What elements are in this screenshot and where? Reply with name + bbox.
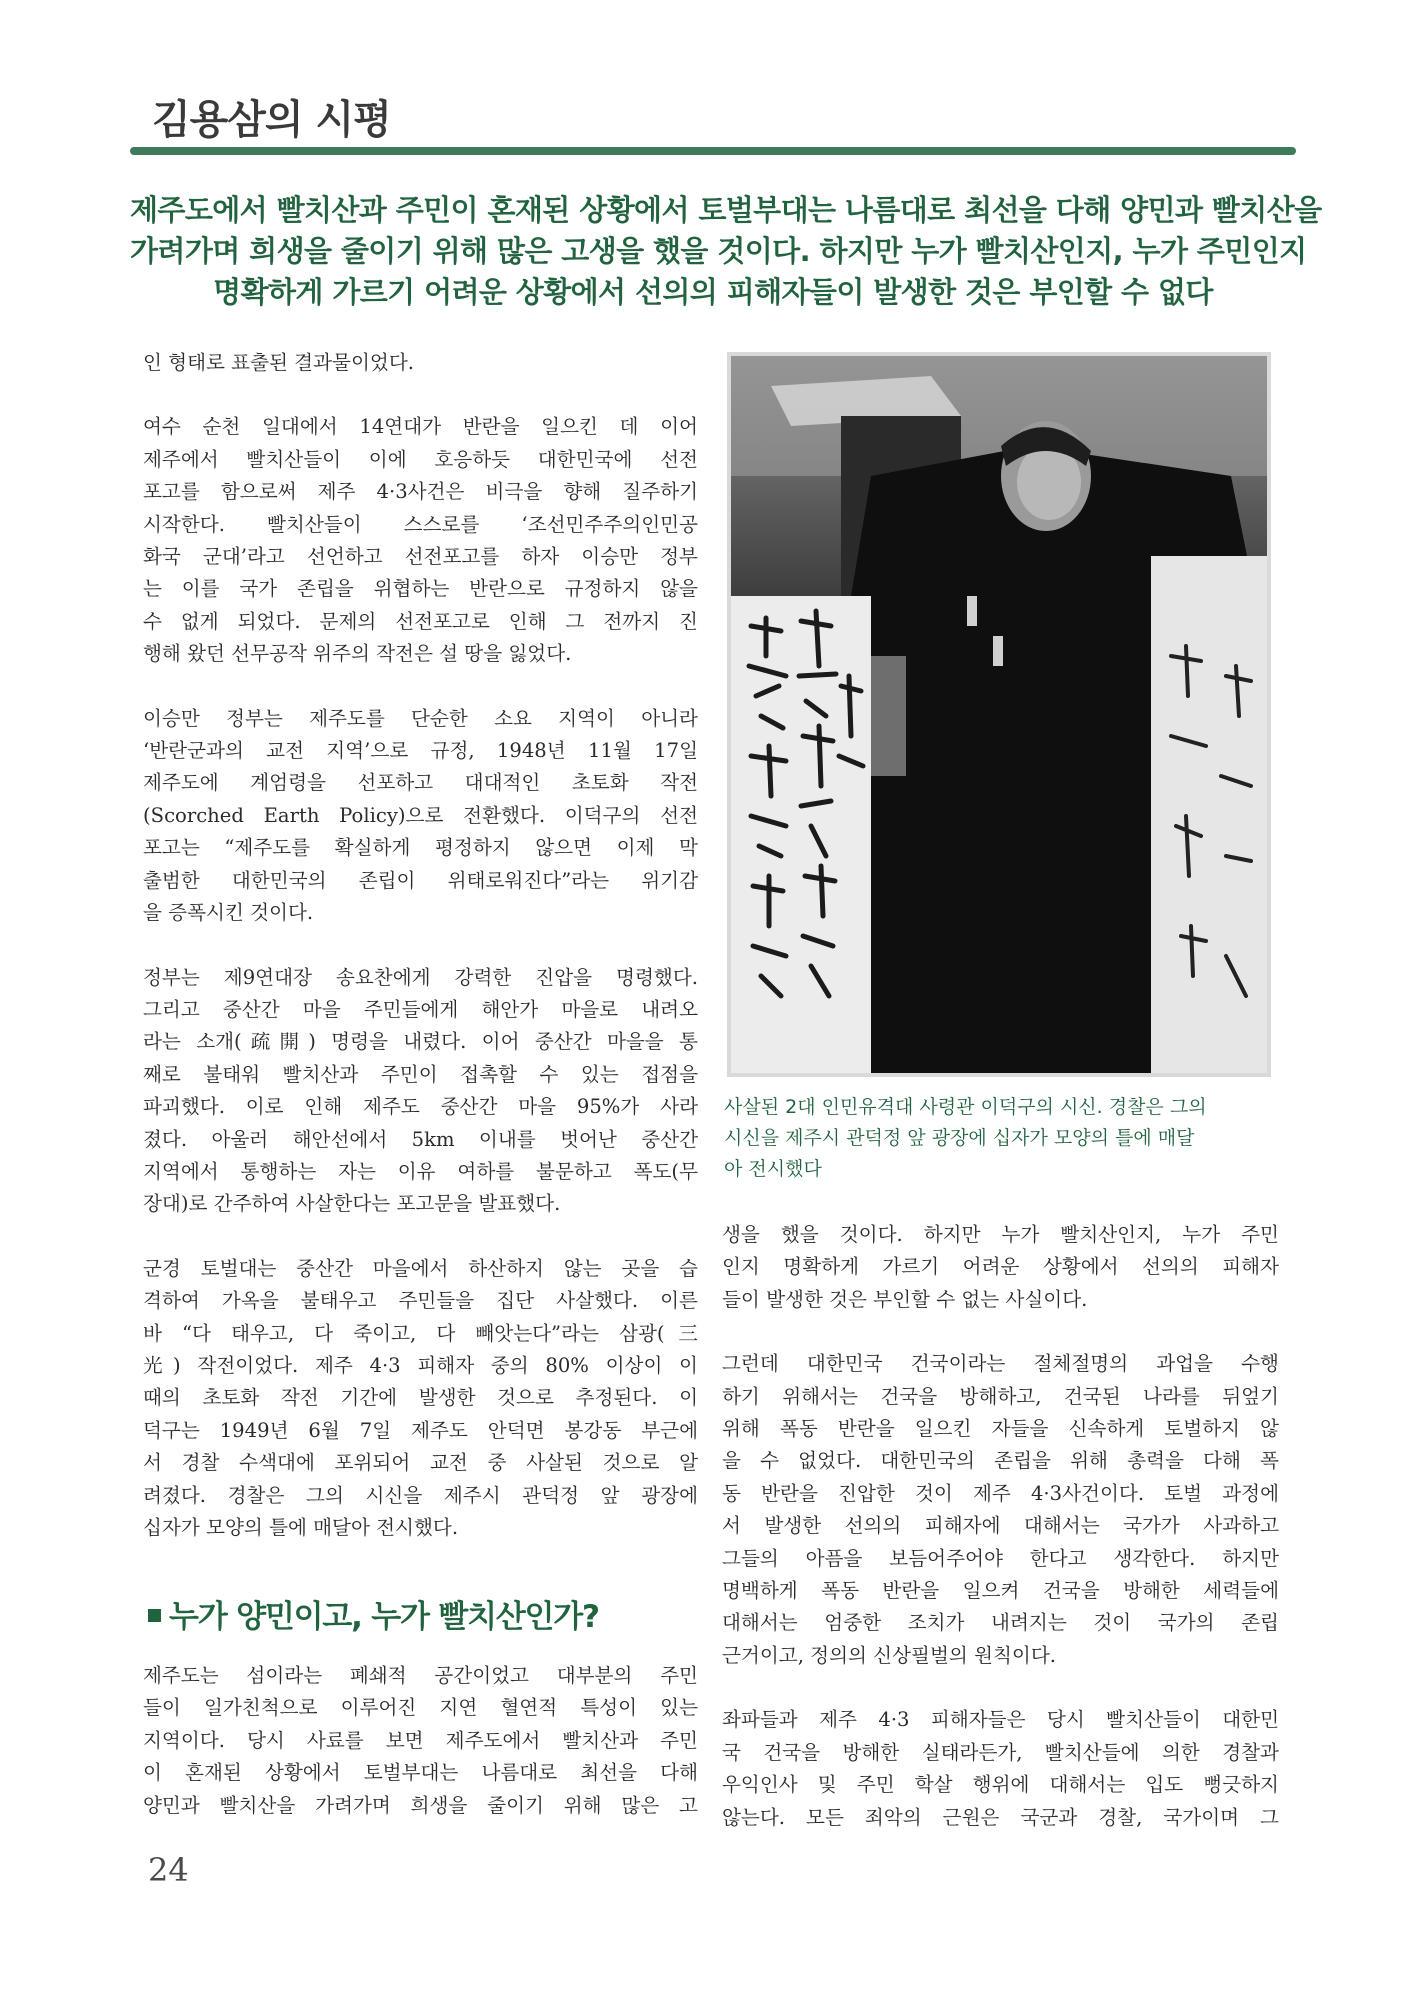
- body-line: 대해서는 엄중한 조치가 내려지는 것이 국가의 존립: [722, 1611, 1279, 1635]
- historical-photo: [727, 352, 1271, 1077]
- body-line: 이승만 정부는 제주도를 단순한 소요 지역이 아니라: [143, 706, 698, 730]
- body-line: 서 발생한 선의의 피해자에 대해서는 국가가 사과하고: [722, 1514, 1279, 1538]
- body-line: 을 수 없었다. 대한민국의 존립을 위해 총력을 다해 폭: [722, 1449, 1279, 1473]
- body-line: 때의 초토화 작전 기간에 발생한 것으로 추정된다. 이: [143, 1386, 698, 1410]
- body-line: 출범한 대한민국의 존립이 위태로워진다”라는 위기감: [143, 868, 698, 892]
- body-line: 덕구는 1949년 6월 7일 제주도 안덕면 봉강동 부근에: [143, 1418, 698, 1442]
- body-line: (Scorched Earth Policy)으로 전환했다. 이덕구의 선전: [143, 803, 698, 827]
- body-line: 포고를 함으로써 제주 4·3사건은 비극을 향해 질주하기: [143, 480, 698, 504]
- body-line: 지역이다. 당시 사료를 보면 제주도에서 빨치산과 주민: [143, 1728, 698, 1752]
- body-line: 명백하게 폭동 반란을 일으켜 건국을 방해한 세력들에: [722, 1579, 1279, 1603]
- left-column-bottom: [143, 1660, 698, 1822]
- body-line: 들이 일가친척으로 이루어진 지연 혈연적 특성이 있는: [143, 1696, 698, 1720]
- body-line: 서 경찰 수색대에 포위되어 교전 중 사살된 것으로 알: [143, 1451, 698, 1475]
- right-column: [722, 1219, 1279, 1834]
- header-divider: [130, 147, 1296, 155]
- body-line: 그런데 대한민국 건국이라는 절체절명의 과업을 수행: [722, 1352, 1279, 1376]
- body-line: 수 없게 되었다. 문제의 선전포고로 인해 그 전까지 진: [143, 609, 698, 633]
- body-line: 제주도에 계엄령을 선포하고 대대적인 초토화 작전: [143, 771, 698, 795]
- body-line: 그들의 아픔을 보듬어주어야 한다고 생각한다. 하지만: [722, 1546, 1279, 1570]
- body-line: 인 형태로 표출된 결과물이었다.: [143, 351, 414, 374]
- body-line: 위해 폭동 반란을 일으킨 자들을 신속하게 토벌하지 않: [722, 1417, 1279, 1441]
- body-line: 려졌다. 경찰은 그의 시신을 제주시 관덕정 앞 광장에: [143, 1483, 698, 1507]
- body-line: 는 이를 국가 존립을 위협하는 반란으로 규정하지 않을: [143, 577, 698, 601]
- body-line: 국 건국을 방해한 실태라든가, 빨치산들에 의한 경찰과: [722, 1740, 1279, 1764]
- lead-line: 가려가며 희생을 줄이기 위해 많은 고생을 했을 것이다. 하지만 누가 빨치산인지, 누가 주민인지: [130, 234, 1307, 268]
- body-line: 않는다. 모든 죄악의 근원은 국군과 경찰, 국가이며 그: [722, 1805, 1279, 1829]
- subheading-text: 누가 양민이고, 누가 빨치산인가?: [169, 1599, 599, 1635]
- body-line: 제주에서 빨치산들이 이에 호응하듯 대한민국에 선전: [143, 447, 698, 471]
- body-line: 포고는 “제주도를 확실하게 평정하지 않으면 이제 막: [143, 836, 698, 860]
- square-bullet-icon: [148, 1609, 161, 1622]
- body-line: 졌다. 아울러 해안선에서 5km 이내를 벗어난 중산간: [143, 1127, 698, 1151]
- body-line: ‘반란군과의 교전 지역’으로 규정, 1948년 11월 17일: [143, 739, 698, 763]
- body-line: 생을 했을 것이다. 하지만 누가 빨치산인지, 누가 주민: [722, 1223, 1279, 1246]
- body-line: 하기 위해서는 건국을 방해하고, 건국된 나라를 뒤엎기: [722, 1384, 1279, 1408]
- body-line: 바 “다 태우고, 다 죽이고, 다 빼앗는다”라는 삼광(三: [143, 1321, 698, 1345]
- body-line: 근거이고, 정의의 신상필벌의 원칙이다.: [722, 1643, 1056, 1667]
- body-line: 光) 작전이었다. 제주 4·3 피해자 중의 80% 이상이 이: [143, 1353, 698, 1377]
- body-line: 동 반란을 진압한 것이 제주 4·3사건이다. 토벌 과정에: [722, 1481, 1279, 1505]
- photo-caption: [724, 1092, 1284, 1185]
- body-line: 째로 불태워 빨치산과 주민이 접촉할 수 있는 접점을: [143, 1062, 698, 1086]
- body-line: 파괴했다. 이로 인해 제주도 중산간 마을 95%가 사라: [143, 1095, 698, 1119]
- photo-icon: [731, 356, 1267, 1073]
- body-line: 화국 군대’라고 선언하고 선전포고를 하자 이승만 정부: [143, 545, 698, 569]
- section-subheading: [148, 1591, 599, 1636]
- body-line: 인지 명확하게 가르기 어려운 상황에서 선의의 피해자: [722, 1255, 1279, 1279]
- body-line: 행해 왔던 선무공작 위주의 작전은 설 땅을 잃었다.: [143, 642, 572, 666]
- left-column-top: [143, 347, 698, 1544]
- caption-line: 시신을 제주시 관덕정 앞 광장에 십자가 모양의 틀에 매달: [724, 1127, 1195, 1149]
- body-line: 정부는 제9연대장 송요찬에게 강력한 진압을 명령했다.: [143, 965, 698, 989]
- page-number: 24: [148, 1851, 189, 1889]
- body-line: 장대)로 간주하여 사살한다는 포고문을 발표했다.: [143, 1192, 561, 1216]
- lead-line: 명확하게 가르기 어려운 상황에서 선의의 피해자들이 발생한 것은 부인할 수 없다: [213, 275, 1213, 309]
- caption-line: 사살된 2대 인민유격대 사령관 이덕구의 시신. 경찰은 그의: [724, 1096, 1207, 1118]
- body-line: 시작한다. 빨치산들이 스스로를 ‘조선민주주의인민공: [143, 512, 698, 536]
- body-line: 이 혼재된 상황에서 토벌부대는 나름대로 최선을 다해: [143, 1761, 698, 1785]
- body-line: 우익인사 및 주민 학살 행위에 대해서는 입도 뻥긋하지: [722, 1773, 1279, 1797]
- lead-line: 제주도에서 빨치산과 주민이 혼재된 상황에서 토벌부대는 나름대로 최선을 다해 양민과 빨치산을: [130, 193, 1322, 227]
- body-line: 그리고 중산간 마을 주민들에게 해안가 마을로 내려오: [143, 997, 698, 1021]
- body-line: 라는 소개(疏開) 명령을 내렸다. 이어 중산간 마을을 통: [143, 1030, 698, 1054]
- body-line: 을 증폭시킨 것이다.: [143, 901, 314, 925]
- body-line: 군경 토벌대는 중산간 마을에서 하산하지 않는 곳을 습: [143, 1256, 698, 1280]
- body-line: 제주도는 섬이라는 폐쇄적 공간이었고 대부분의 주민: [143, 1664, 698, 1687]
- caption-line: 아 전시했다: [724, 1158, 822, 1180]
- lead-quote: [130, 190, 1322, 313]
- body-line: 여수 순천 일대에서 14연대가 반란을 일으킨 데 이어: [143, 415, 698, 439]
- body-line: 좌파들과 제주 4·3 피해자들은 당시 빨치산들이 대한민: [722, 1708, 1279, 1732]
- body-line: 지역에서 통행하는 자는 이유 여하를 불문하고 폭도(무: [143, 1159, 698, 1183]
- body-line: 들이 발생한 것은 부인할 수 없는 사실이다.: [722, 1287, 1088, 1311]
- body-line: 양민과 빨치산을 가려가며 희생을 줄이기 위해 많은 고: [143, 1793, 698, 1817]
- body-line: 격하여 가옥을 불태우고 주민들을 집단 사살했다. 이른: [143, 1289, 698, 1313]
- section-title: 김용삼의 시평: [152, 97, 391, 143]
- body-line: 십자가 모양의 틀에 매달아 전시했다.: [143, 1516, 459, 1539]
